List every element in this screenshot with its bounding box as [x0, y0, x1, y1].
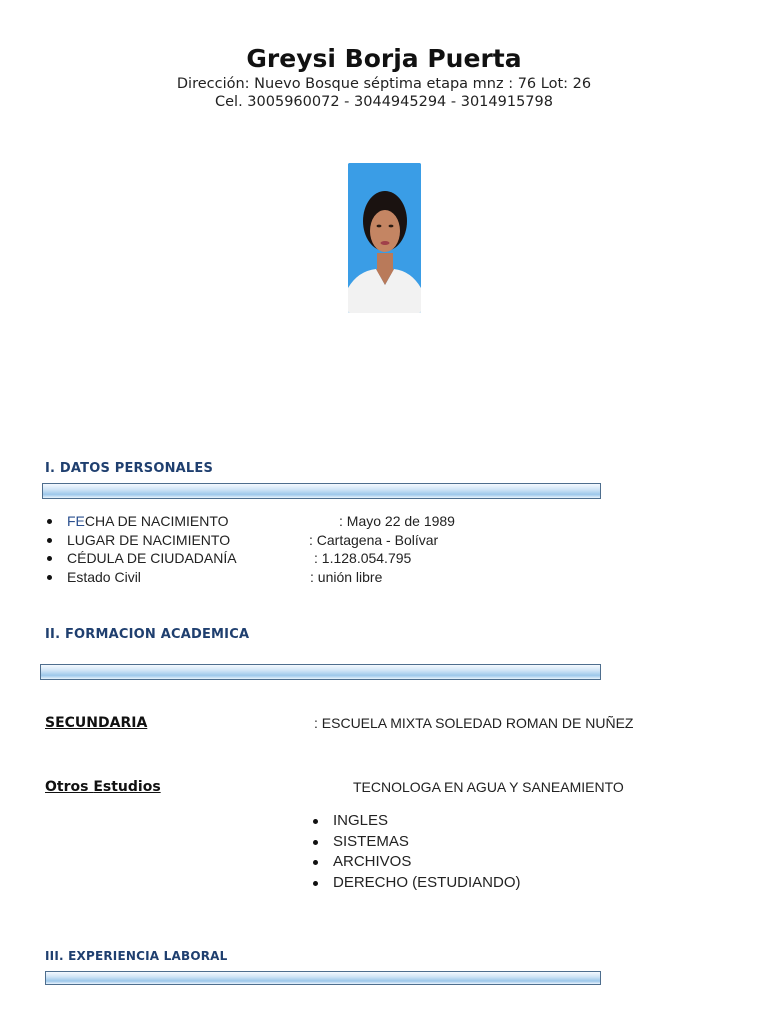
- bullet-icon: [47, 556, 52, 561]
- list-item: INGLES: [333, 812, 389, 829]
- section-divider-personal: [42, 483, 601, 499]
- list-item-label: Estado Civil: [67, 569, 141, 585]
- section-title-academic: II. FORMACION ACADEMICA: [45, 627, 250, 642]
- list-item: ARCHIVOS: [333, 853, 412, 870]
- section-divider-academic: [40, 664, 601, 680]
- bullet-icon: [47, 538, 52, 543]
- bullet-icon: [47, 519, 52, 524]
- list-item-value: : 1.128.054.795: [314, 550, 412, 566]
- otros-estudios-value: TECNOLOGA EN AGUA Y SANEAMIENTO: [353, 779, 624, 795]
- list-item-label: FECHA DE NACIMIENTO: [67, 513, 229, 529]
- list-item-label: LUGAR DE NACIMIENTO: [67, 532, 231, 548]
- bullet-icon: [313, 860, 318, 865]
- section-divider-experience: [45, 971, 601, 985]
- otros-estudios-label: Otros Estudios: [45, 779, 161, 795]
- phone-line: Cel. 3005960072 - 3044945294 - 3014915798: [215, 94, 553, 110]
- list-item-value: : unión libre: [310, 569, 383, 585]
- bullet-icon: [313, 881, 318, 886]
- bullet-icon: [313, 840, 318, 845]
- candidate-name: Greysi Borja Puerta: [246, 44, 522, 73]
- list-item: SISTEMAS: [333, 833, 409, 850]
- section-title-experience: III. EXPERIENCIA LABORAL: [45, 949, 228, 963]
- bullet-icon: [313, 819, 318, 824]
- list-item-value: : Cartagena - Bolívar: [309, 532, 439, 548]
- secundaria-label: SECUNDARIA: [45, 715, 148, 731]
- address-line: Dirección: Nuevo Bosque séptima etapa mnz : 76 Lot: 26: [176, 76, 592, 92]
- list-item-label: CÉDULA DE CIUDADANÍA: [67, 550, 237, 566]
- list-item: DERECHO (ESTUDIANDO): [333, 874, 521, 891]
- profile-photo: [348, 163, 421, 313]
- secundaria-value: : ESCUELA MIXTA SOLEDAD ROMAN DE NUÑEZ: [314, 715, 634, 731]
- person-photo-icon: [348, 163, 421, 313]
- list-item-value: : Mayo 22 de 1989: [339, 513, 455, 529]
- section-title-personal: I. DATOS PERSONALES: [45, 461, 214, 476]
- bullet-icon: [47, 575, 52, 580]
